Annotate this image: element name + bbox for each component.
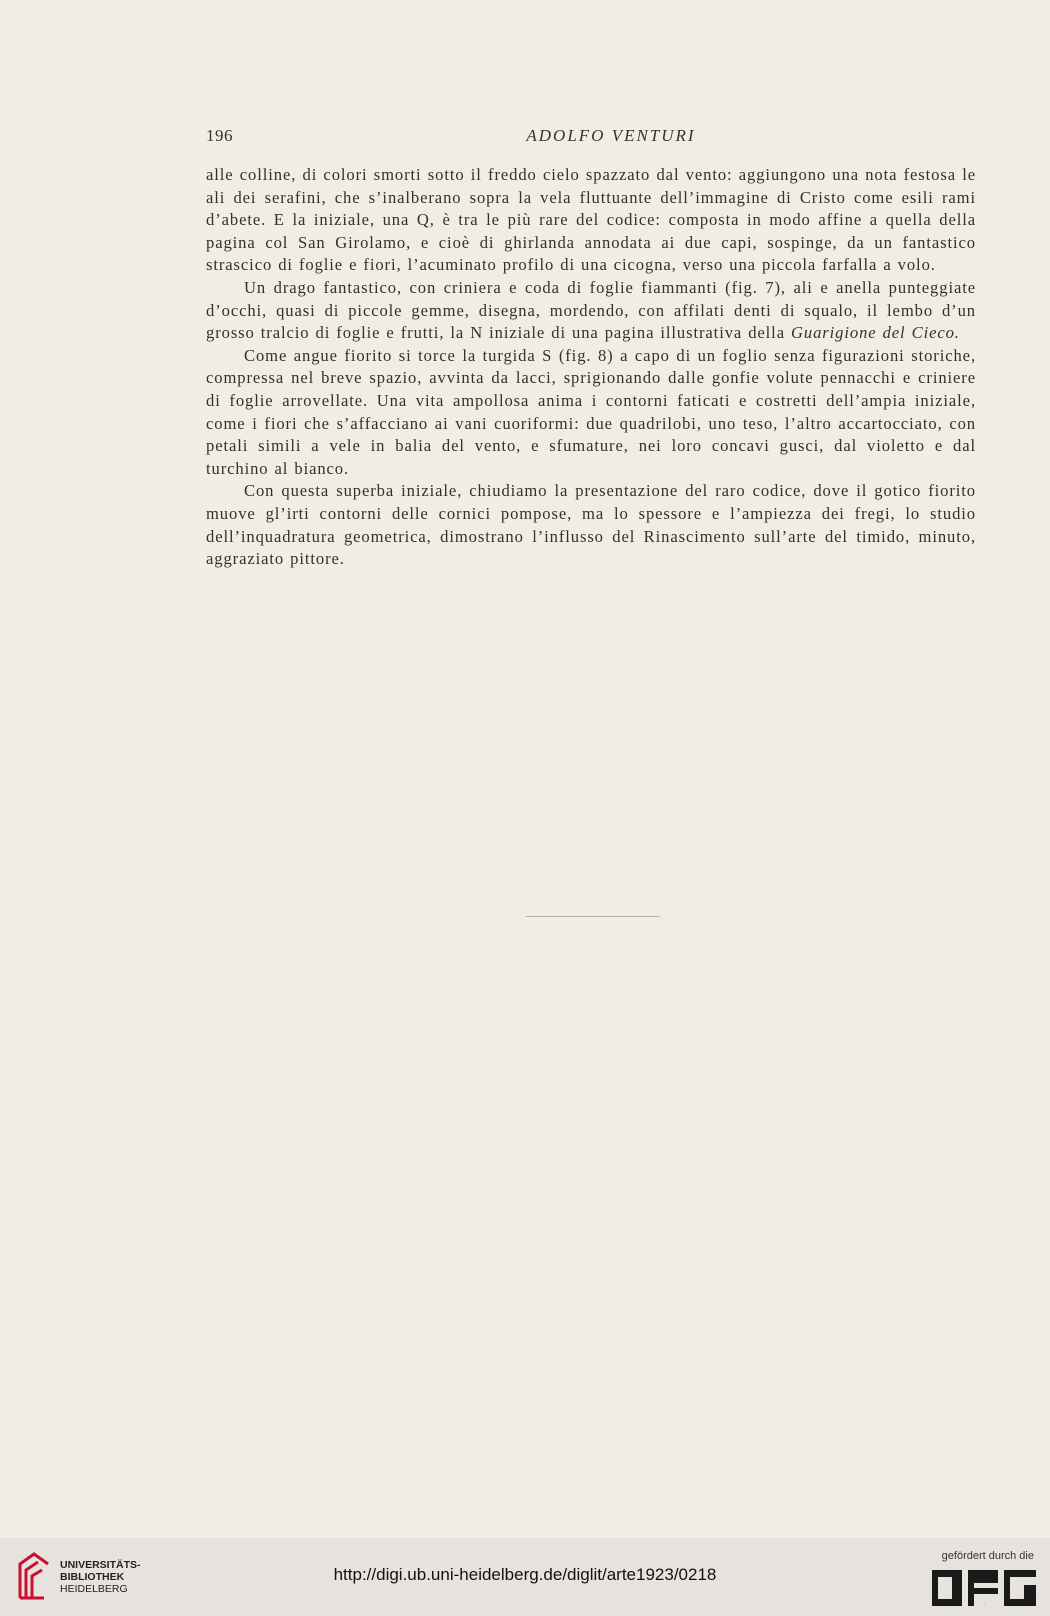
- funding-caption: gefördert durch die: [941, 1550, 1034, 1562]
- paragraph-3: Come angue fiorito si torce la turgida S (fig. 8) a capo di un foglio senza figurazioni storiche, compressa nel breve spazio, avvinta da lacci, sprigionando dalle gonfie volute pennacchi e criniere di foglie arrovellate. Una vita ampollosa anima i contorni faticati e costretti dell’ampia iniziale, come i fiori che s’affacciano ai vani cuoriformi: due quadrilobi, uno teso, l’altro accartocciato, con petali simili a vele in balia del vento, e sfumature, nei loro concavi gusci, dal violetto e dal turchino al bianco.: [206, 345, 976, 478]
- separator-rule: [526, 916, 660, 917]
- artwork-title: Guarigione del Cieco.: [791, 323, 960, 343]
- paragraph-1: alle colline, di colori smorti sotto il freddo cielo spazzato dal vento: aggiungono una nota festosa le ali dei serafini, che s’inalberano sopra la vela fluttuante dell’immagine di Cristo come esili rami d’abete. E la iniziale, una Q, è tra le più rare del codice: composta in modo affine a quella della pagina col San Girolamo, e cioè di ghirlanda annodata ai due capi, sospinge, da un fantastico strascico di foglie e fiori, l’acuminato profilo di una cicogna, verso una piccola farfalla a volo.: [206, 165, 976, 275]
- page-number: 196: [206, 126, 233, 145]
- dfg-logo-icon: [932, 1570, 1036, 1606]
- body-text: [206, 164, 976, 571]
- paragraph-2-text: Un drago fantastico, con criniera e coda di foglie fiammanti (fig. 7), ali e anella punteggiate d’occhi, quasi di piccole gemme, disegna, mordendo, con affilati denti di squalo, il lembo d’un grosso tralcio di foglie e frutti, la N iniziale di una pagina illustrativa della: [206, 277, 976, 343]
- library-name-line1: UNIVERSITÄTS-: [60, 1559, 141, 1571]
- library-name-line3: HEIDELBERG: [60, 1583, 128, 1595]
- library-name-line2: BIBLIOTHEK: [60, 1571, 125, 1583]
- page-header: [206, 126, 976, 152]
- dfg-logo-text: DFG: [984, 1604, 987, 1605]
- running-head: ADOLFO VENTURI: [526, 126, 696, 145]
- paragraph-4: Con questa superba iniziale, chiudiamo la presentazione del raro codice, dove il gotico fiorito muove gl’irti contorni delle cornici pompose, ma lo spessore e l’ampiezza dei fregi, lo studio dell’inquadratura geometrica, dimostrano l’influsso del Rinascimento sull’arte del timido, minuto, aggraziato pittore.: [206, 481, 976, 569]
- digitization-footer: [0, 1538, 1050, 1616]
- permalink-url[interactable]: http://digi.ub.uni-heidelberg.de/diglit/arte1923/0218: [333, 1565, 717, 1584]
- paragraph-2: [206, 277, 976, 345]
